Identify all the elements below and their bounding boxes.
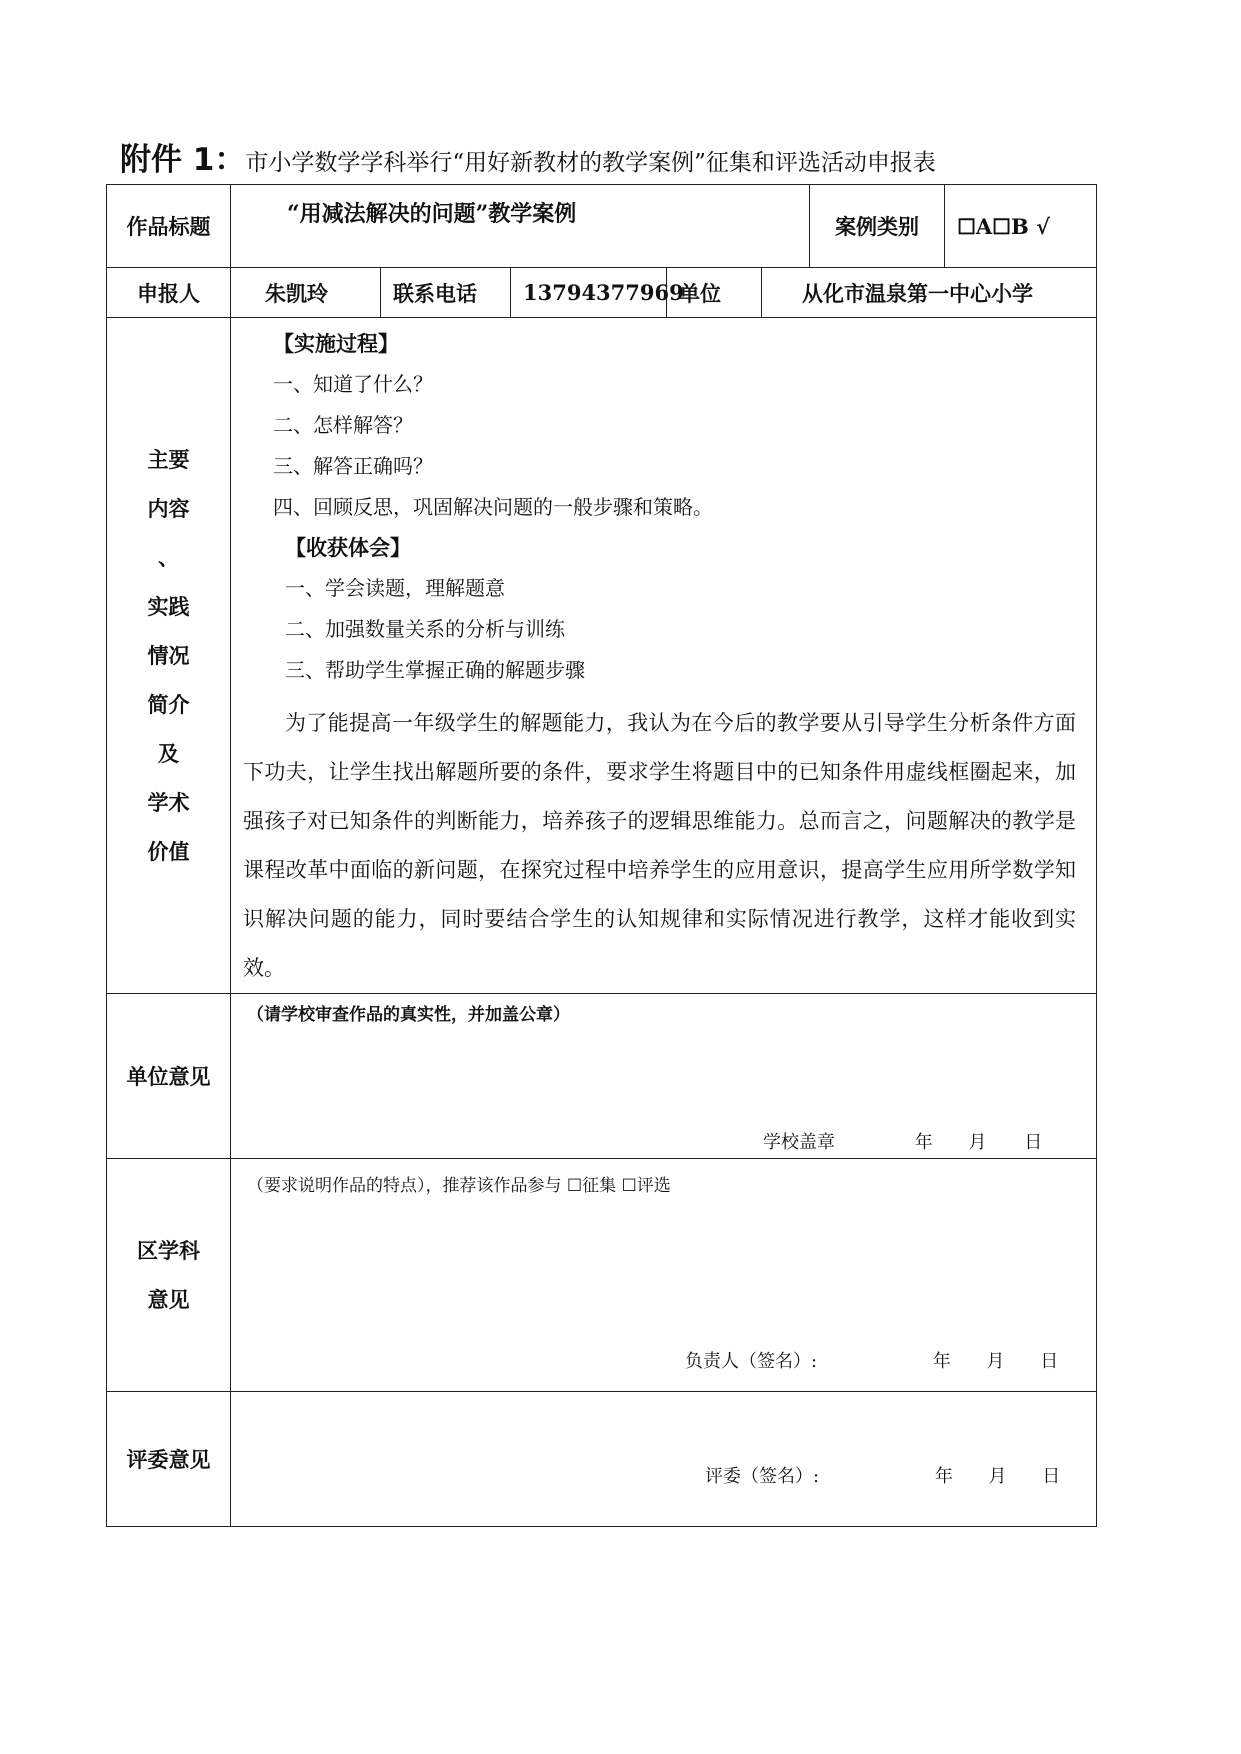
applicant-label: 申报人 (107, 268, 231, 318)
year-label: 年 (914, 1132, 933, 1153)
form-title: 市小学数学学科举行“用好新教材的教学案例”征集和评选活动申报表 (245, 150, 936, 176)
label-line: 实践 (147, 594, 190, 619)
label-line: 学术 (147, 790, 190, 815)
day-label: 日 (1040, 1351, 1059, 1372)
form-heading (120, 134, 1140, 179)
unit-label: 单位 (667, 268, 762, 318)
day-label: 日 (1024, 1132, 1043, 1153)
label-line: 情况 (147, 643, 190, 668)
district-opinion-note: （要求说明作品的特点），推荐该作品参与 ☐征集 ☐评选 (247, 1176, 671, 1196)
row-judge-opinion (107, 1392, 1097, 1527)
process-item: 二、怎样解答？ (273, 413, 413, 437)
row-district-opinion (107, 1159, 1097, 1392)
case-type-checkboxes[interactable]: ☐A☐B √ (945, 185, 1097, 268)
signer-label: 负责人（签名）: (685, 1351, 818, 1372)
label-line: 及 (158, 741, 179, 766)
district-opinion-label (107, 1159, 231, 1392)
section-heading-reflection: 【收获体会】 (285, 535, 411, 560)
judge-opinion-body[interactable] (231, 1392, 1097, 1527)
process-item: 三、解答正确吗？ (273, 454, 433, 478)
year-label: 年 (932, 1351, 951, 1372)
phone-label: 联系电话 (381, 268, 511, 318)
attachment-label: 附件 1： (120, 142, 246, 178)
unit-opinion-note: （请学校审查作品的真实性，并加盖公章） (247, 1005, 570, 1025)
label-line: 主要 (147, 447, 190, 472)
reflection-item: 一、学会读题，理解题意 (285, 576, 505, 600)
label-line: 区学科 (137, 1238, 200, 1263)
day-label: 日 (1042, 1466, 1061, 1487)
unit-opinion-seal-line (763, 1128, 1042, 1154)
summary-paragraph: 为了能提高一年级学生的解题能力，我认为在今后的教学要从引导学生分析条件方面下功夫，让学生找出解题所要的条件，要求学生将题目中的已知条件用虚线框圈起来，加强孩子对已知条件的判断能力，培养孩子的逻辑思维能力。总而言之，问题解决的教学是课程改革中面临的新问题，在探究过程中培养学生的应用意识，提高学生应用所学数学知识解决问题的能力，同时要结合学生的认知规律和实际情况进行教学，这样才能收到实效。 (243, 711, 1077, 980)
row-unit-opinion (107, 994, 1097, 1159)
unit-opinion-label: 单位意见 (107, 994, 231, 1159)
section-heading-process: 【实施过程】 (273, 331, 399, 356)
work-title-label: 作品标题 (107, 185, 231, 268)
unit-value[interactable]: 从化市温泉第一中心小学 (762, 268, 1097, 318)
signer-label: 评委（签名）: (705, 1466, 820, 1487)
case-type-label: 案例类别 (810, 185, 945, 268)
district-opinion-body[interactable] (231, 1159, 1097, 1392)
month-label: 月 (968, 1132, 987, 1153)
label-line: 价值 (147, 839, 190, 864)
row-applicant (107, 268, 1097, 318)
row-work-title (107, 185, 1097, 268)
month-label: 月 (988, 1466, 1007, 1487)
label-line: 简介 (147, 692, 190, 717)
applicant-value[interactable]: 朱凯玲 (231, 268, 381, 318)
reflection-item: 二、加强数量关系的分析与训练 (285, 617, 565, 641)
application-form (106, 184, 1097, 1527)
judge-signature-line (705, 1462, 1060, 1488)
reflection-item: 三、帮助学生掌握正确的解题步骤 (285, 658, 585, 682)
process-item: 一、知道了什么？ (273, 372, 433, 396)
main-content-label (107, 318, 231, 994)
label-line: 内容 (147, 496, 190, 521)
work-title-value[interactable]: “用减法解决的问题”教学案例 (231, 185, 810, 268)
row-main-content (107, 318, 1097, 994)
process-item: 四、回顾反思，巩固解决问题的一般步骤和策略。 (273, 495, 713, 519)
school-seal-label: 学校盖章 (763, 1132, 835, 1153)
label-line: 、 (158, 545, 179, 570)
phone-value[interactable]: 13794377969 (511, 268, 667, 318)
district-signature-line (685, 1347, 1058, 1373)
label-line: 意见 (147, 1287, 190, 1312)
main-content-body[interactable] (231, 318, 1097, 994)
judge-opinion-label: 评委意见 (107, 1392, 231, 1527)
month-label: 月 (986, 1351, 1005, 1372)
unit-opinion-body[interactable] (231, 994, 1097, 1159)
year-label: 年 (934, 1466, 953, 1487)
